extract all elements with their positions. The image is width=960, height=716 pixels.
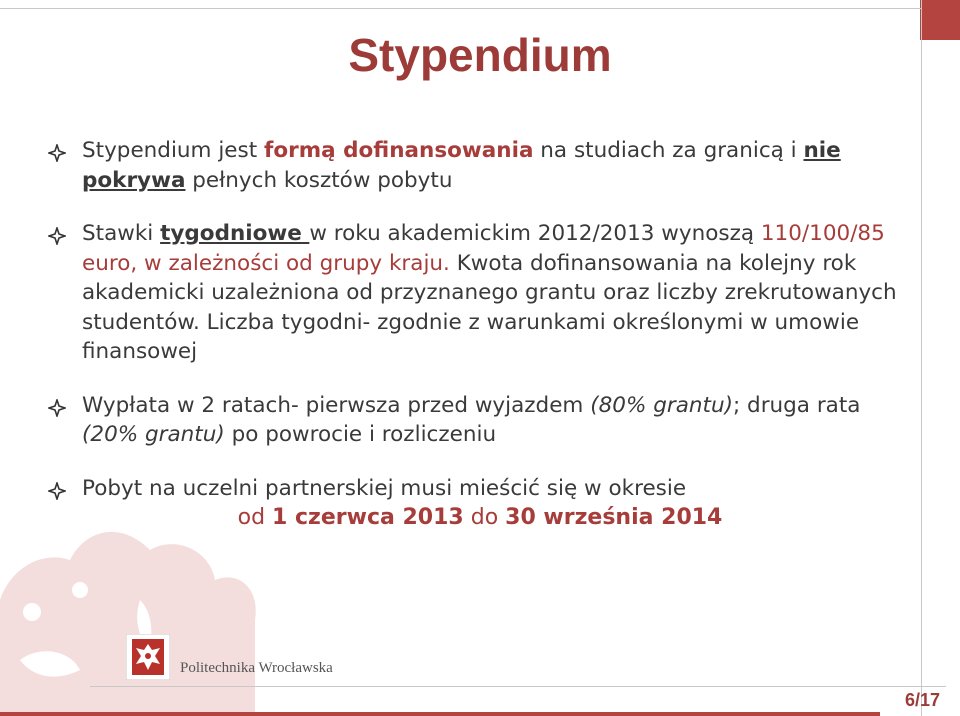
eagle-emblem-icon: [126, 634, 170, 680]
frame-right-line: [921, 0, 922, 716]
highlight-text: formą dofinansowania: [264, 138, 534, 163]
date-end: 30 września 2014: [505, 505, 723, 530]
bullet-item-weekly-rates: [48, 219, 918, 367]
slide-title-text: Stypendium: [348, 29, 612, 81]
bullet-item-stay-period: [48, 474, 918, 533]
footer-divider: [90, 686, 946, 687]
bullet-text: ; druga rata: [732, 392, 861, 418]
bullet-item-payment: [48, 391, 918, 450]
bottom-accent-bar: [0, 712, 880, 716]
highlight-text: 110/100/85 euro, w zależności od grupy kraju.: [82, 221, 885, 276]
diamond-bullet-icon: [48, 399, 66, 417]
slide-title: [0, 28, 960, 82]
bullet-text: Pobyt na uczelni partnerskiej musi mieścić się w okresie: [82, 475, 687, 501]
bullet-list: [48, 136, 918, 533]
bullet-text: Stawki: [82, 221, 161, 246]
diamond-bullet-icon: [48, 144, 66, 162]
underlined-text: nie pokrywa: [82, 138, 841, 193]
date-start: 1 czerwca 2013: [272, 505, 464, 530]
date-to-label: do: [463, 505, 506, 530]
bullet-text: na studiach za granicą i: [533, 138, 804, 163]
bullet-text: po powrocie i rozliczeniu: [224, 422, 497, 447]
bullet-item-scholarship: [48, 136, 918, 195]
bullet-text: pełnych kosztów pobytu: [185, 167, 453, 193]
university-logo: [126, 628, 336, 688]
page-number: 6/17: [904, 690, 940, 710]
underlined-text: tygodniowe: [160, 221, 310, 246]
diamond-bullet-icon: [48, 482, 66, 500]
logo-text: Politechnika Wrocławska: [180, 660, 333, 676]
bullet-text: Stypendium jest: [82, 138, 264, 163]
date-range: [42, 503, 918, 533]
bullet-text: w roku akademickim 2012/2013 wynoszą: [309, 221, 761, 246]
italic-text: (20% grantu): [82, 422, 225, 447]
date-from-label: od: [237, 505, 273, 530]
diamond-bullet-icon: [48, 227, 66, 245]
bullet-text: Kwota dofinansowania na kolejny rok akademicki uzależniona od przyznanego grantu oraz liczby zrekrutowanych studentów. Liczba tygodni- zgodnie z warunkami określonymi w umowie finansowej: [82, 250, 897, 364]
italic-text: (80% grantu): [590, 392, 733, 418]
bullet-text: Wypłata w 2 ratach- pierwsza przed wyjazdem: [82, 392, 591, 418]
frame-top-line: [0, 8, 922, 9]
